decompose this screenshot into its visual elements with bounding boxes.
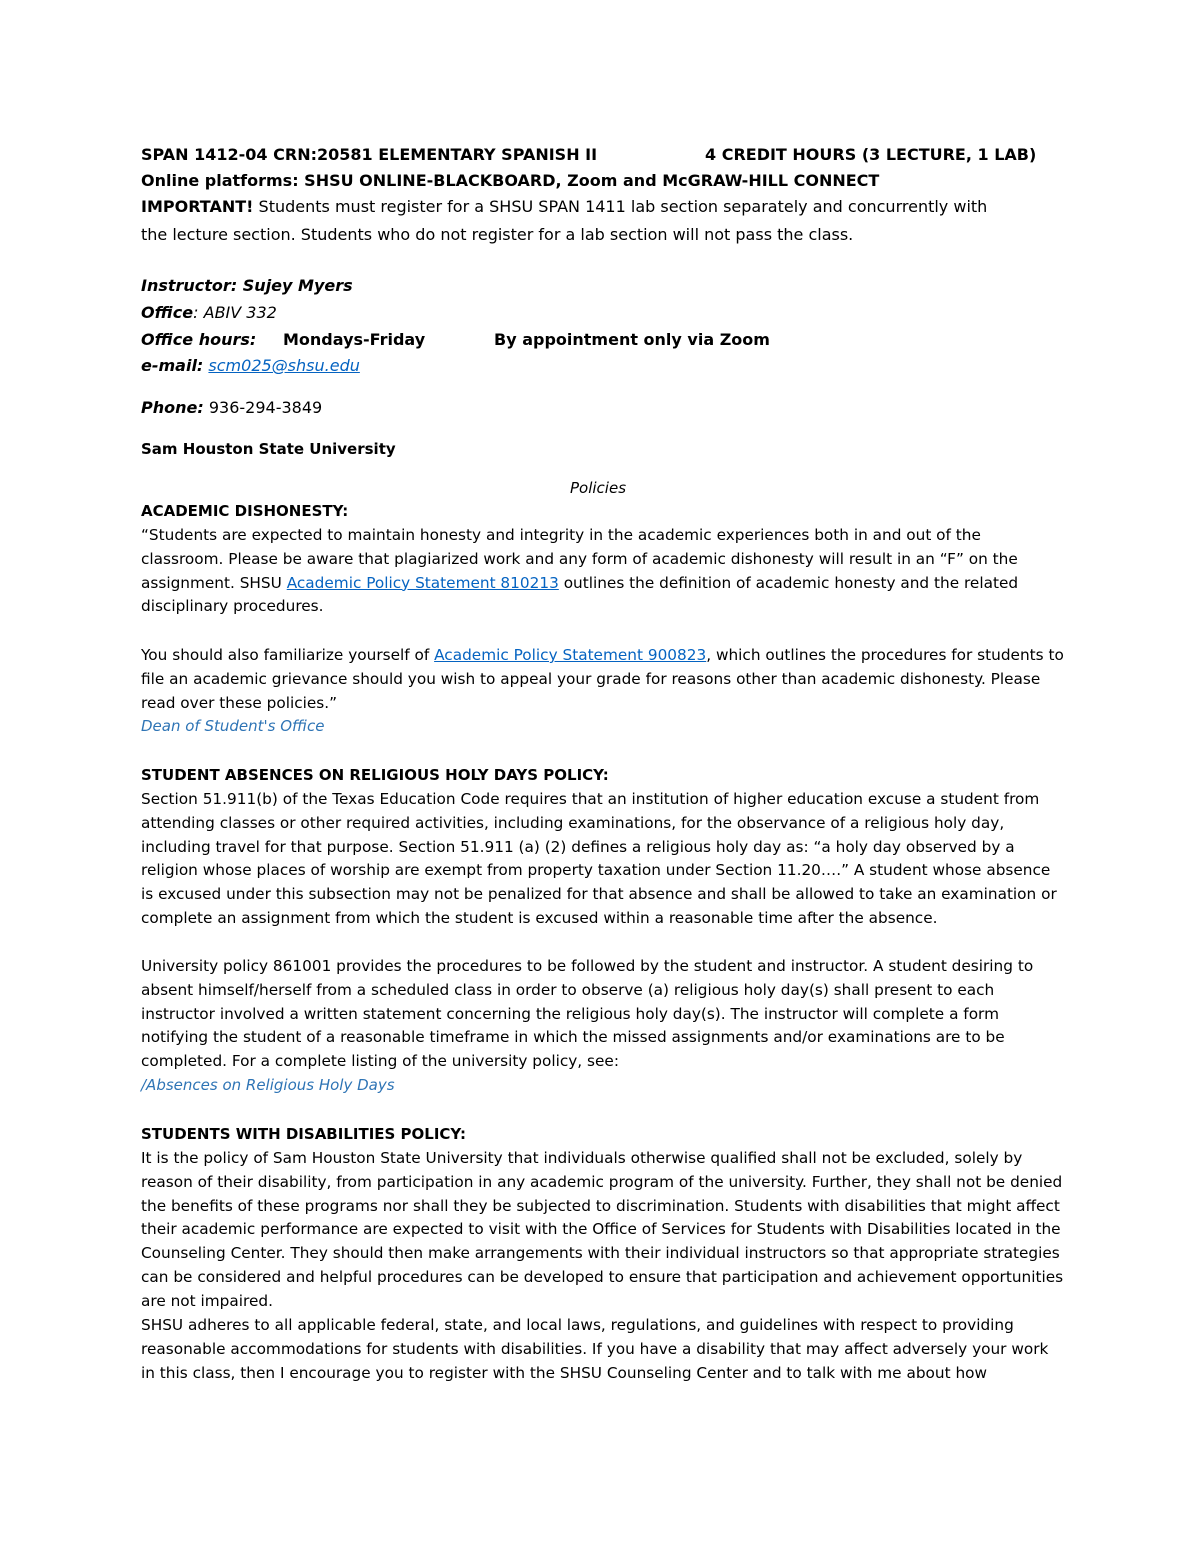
academic-dishonesty-paragraph-2 [141,644,1066,715]
email-line [141,356,360,375]
email-label: e-mail: [141,356,204,375]
office-line [141,303,277,322]
university-name: Sam Houston State University [141,440,396,458]
instructor-name: Instructor: Sujey Myers [141,276,353,295]
office-value: : ABIV 332 [193,303,277,322]
phone-line [141,398,322,417]
important-notice-line1 [141,197,987,216]
office-label: Office [141,303,194,322]
office-hours-label: Office hours: [141,330,257,349]
academic-dishonesty-paragraph-1 [141,524,1066,619]
online-platforms: Online platforms: SHSU ONLINE-BLACKBOARD, Zoom and McGRAW-HILL CONNECT [141,171,880,190]
dean-of-students-link[interactable]: Dean of Student's Office [141,717,325,735]
policy-900823-link[interactable]: Academic Policy Statement 900823 [434,646,707,664]
disabilities-paragraph-1: It is the policy of Sam Houston State University that individuals otherwise qualified shall not be excluded, solely by reason of their disability, from participation in any academic program of the university. Further, they shall not be denied the benefits of these programs nor shall they be subjected to discrimination. Students with disabilities that might affect their academic performance are expected to visit with the Office of Services for Students with Disabilities located in the Counseling Center. They should then make arrangements with their individual instructors so that appropriate strategies can be considered and helpful procedures can be developed to ensure that participation and achievement opportunities are not impaired. [141,1149,1064,1310]
office-hours-line [141,330,770,349]
academic-p2-text-b: , which outlines the procedures for students to file an academic grievance should you wish to appeal your grade for reasons other than academic dishonesty. Please read over these policies.” [141,646,1064,712]
office-hours-days: Mondays-Friday [283,330,426,349]
important-label: IMPORTANT! [141,197,254,216]
office-hours-note: By appointment only via Zoom [494,330,770,349]
religious-holy-days-paragraph-2: University policy 861001 provides the procedures to be followed by the student and instructor. A student desiring to absent himself/herself from a scheduled class in order to observe (a) religious holy day(s) shall present to each instructor involved a written statement concerning the religious holy day(s). The instructor will complete a form notifying the student of a reasonable timeframe in which the missed assignments and/or examinations are to be completed. For a complete listing of the university policy, see: [141,957,1034,1071]
policies-title: Policies [570,479,627,497]
disabilities-heading: STUDENTS WITH DISABILITIES POLICY: [141,1125,466,1143]
absences-religious-holy-days-link[interactable]: /Absences on Religious Holy Days [141,1076,395,1094]
religious-holy-days-heading: STUDENT ABSENCES ON RELIGIOUS HOLY DAYS POLICY: [141,766,609,784]
religious-holy-days-paragraph-1: Section 51.911(b) of the Texas Education Code requires that an institution of higher education excuse a student from attending classes or other required activities, including examinations, for the observance of a religious holy day, including travel for that purpose. Section 51.911 (a) (2) defines a religious holy day as: “a holy day observed by a religion whose places of worship are exempt from property taxation under Section 11.20….” A student whose absence is excused under this subsection may not be penalized for that absence and shall be allowed to take an examination or complete an assignment from which the student is excused within a reasonable time after the absence. [141,790,1057,927]
academic-p1-text-a: “Students are expected to maintain honesty and integrity in the academic experiences both in and out of the classroom. Please be aware that plagiarized work and any form of academic dishonesty will result in an “F” on the assignment. SHSU [141,526,1018,592]
academic-dishonesty-heading: ACADEMIC DISHONESTY: [141,502,349,520]
policy-810213-link[interactable]: Academic Policy Statement 810213 [286,573,559,592]
phone-value: 936-294-3849 [208,398,323,417]
course-title: SPAN 1412-04 CRN:20581 ELEMENTARY SPANISH II [141,145,598,164]
email-link[interactable]: scm025@shsu.edu [208,356,360,375]
important-notice-line2: the lecture section. Students who do not register for a lab section will not pass the class. [141,225,854,244]
disabilities-paragraph-2: SHSU adheres to all applicable federal, state, and local laws, regulations, and guidelines with respect to providing reasonable accommodations for students with disabilities. If you have a disability that may affect adversely your work in this class, then I encourage you to register with the SHSU Counseling Center and to talk with me about how [141,1316,1049,1382]
phone-label: Phone: [141,398,204,417]
credit-hours: 4 CREDIT HOURS (3 LECTURE, 1 LAB) [705,145,1037,164]
important-text-1: Students must register for a SHSU SPAN 1411 lab section separately and concurrently with [253,197,988,216]
academic-p2-text-a: You should also familiarize yourself of [141,646,435,664]
academic-p1-text-b: outlines the definition of academic honesty and the related disciplinary procedures. [141,573,1019,616]
